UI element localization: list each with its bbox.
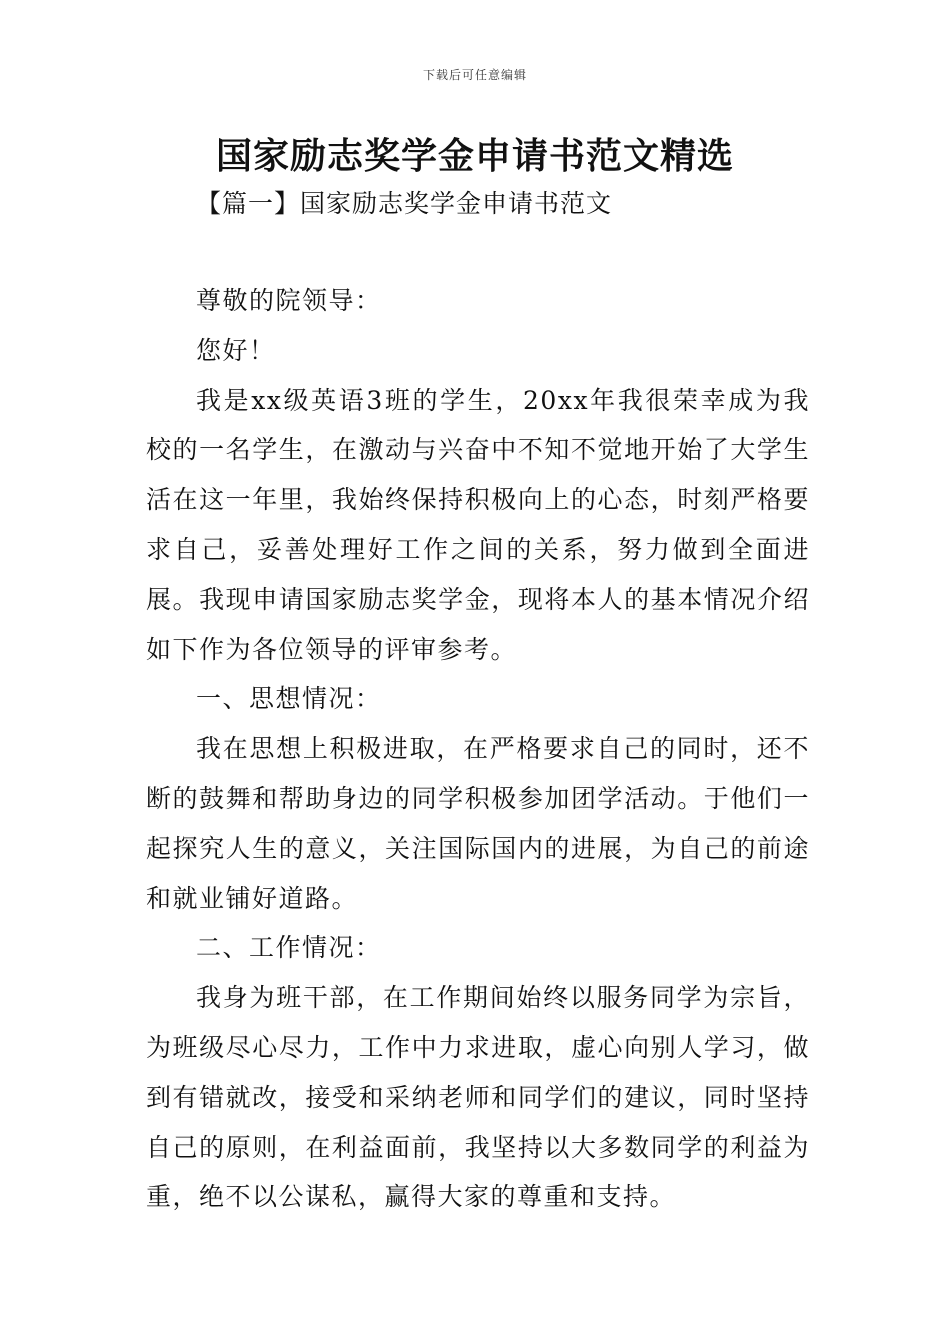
salutation: 尊敬的院领导： — [196, 286, 382, 315]
greeting: 您好！ — [196, 335, 276, 365]
subheading-thought: 一、思想情况： — [196, 684, 382, 714]
document-body — [146, 276, 810, 1222]
document-title: 国家励志奖学金申请书范文精选 — [215, 136, 734, 177]
section-heading: 【篇一】国家励志奖学金申请书范文 — [196, 189, 613, 218]
header-note: 下载后可任意编辑 — [422, 68, 527, 82]
work-paragraph: 我身为班干部，在工作期间始终以服务同学为宗旨，为班级尽心尽力，工作中力求进取，虚心向别人学习，做到有错就改，接受和采纳老师和同学们的建议，同时坚持自己的原则，在利益面前，我坚持以大多数同学的利益为重，绝不以公谋私，赢得大家的尊重和支持。 — [146, 983, 810, 1212]
thought-paragraph: 我在思想上积极进取，在严格要求自己的同时，还不断的鼓舞和帮助身边的同学积极参加团学活动。于他们一起探究人生的意义，关注国际国内的进展，为自己的前途和就业铺好道路。 — [146, 734, 810, 913]
subheading-work: 二、工作情况： — [196, 933, 382, 963]
intro-paragraph: 我是xx级英语3班的学生，20xx年我很荣幸成为我校的一名学生，在激动与兴奋中不知不觉地开始了大学生活在这一年里，我始终保持积极向上的心态，时刻严格要求自己，妥善处理好工作之间的关系，努力做到全面进展。我现申请国家励志奖学金，现将本人的基本情况介绍如下作为各位领导的评审参考。 — [146, 385, 810, 664]
